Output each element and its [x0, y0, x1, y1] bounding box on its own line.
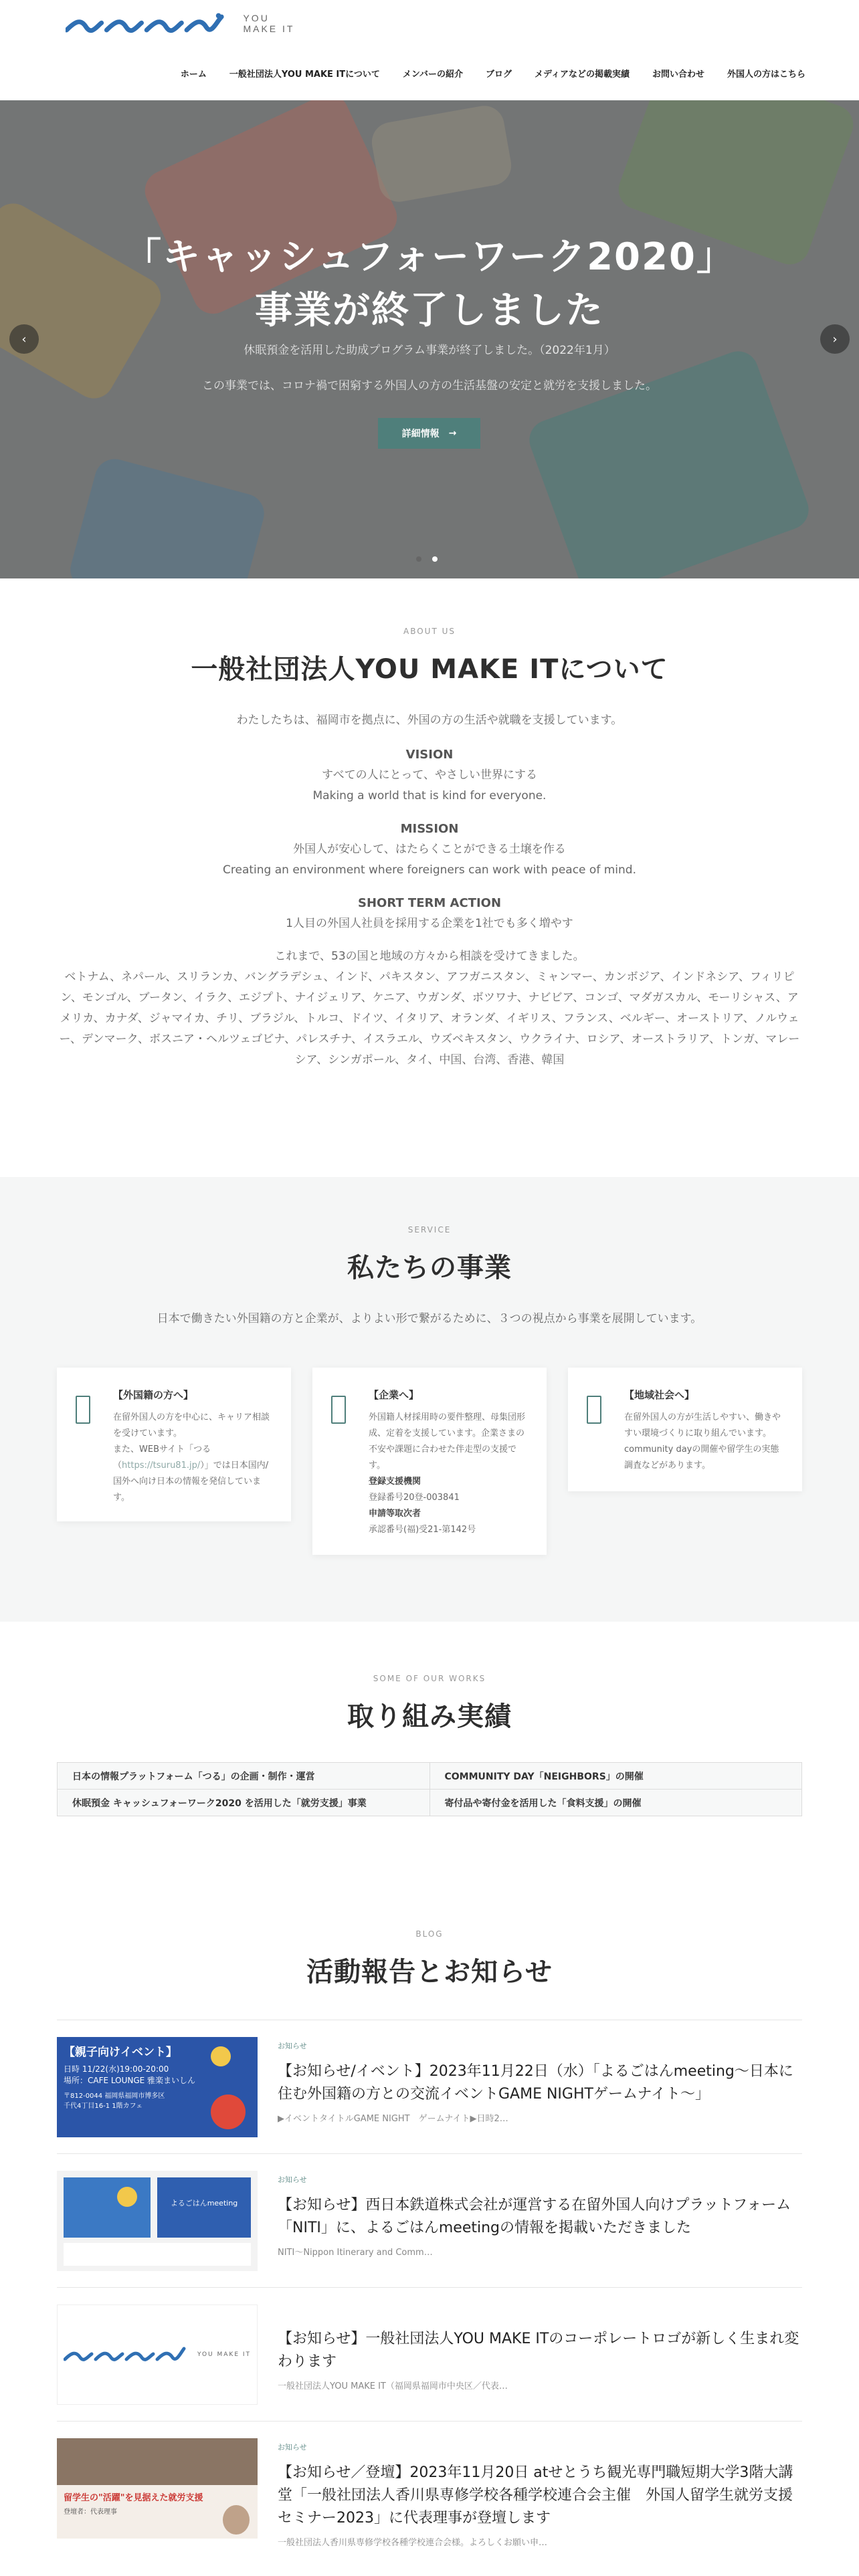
card-body: ）」では日本国内/国外へ向け日本の情報を発信しています。 [113, 1461, 269, 1503]
vision-heading: VISION [405, 748, 454, 762]
nav-item-home[interactable]: ホーム [180, 70, 207, 80]
post-thumbnail[interactable] [57, 2304, 258, 2405]
short-term-heading: SHORT TERM ACTION [357, 896, 502, 910]
post-thumbnail[interactable] [57, 2171, 258, 2271]
thumb-text: 日時 11/22(水)19:00-20:00 [64, 2064, 169, 2074]
post-category[interactable]: お知らせ [278, 2175, 307, 2184]
post-title[interactable]: 【お知らせ】一般社団法人YOU MAKE ITのコーポレートロゴが新しく生まれ変わります [278, 2331, 799, 2370]
countries-list: ベトナム、ネパール、スリランカ、バングラデシュ、インド、パキスタン、アフガニスタン、ミャンマー、カンボジア、インドネシア、フィリピン、モンゴル、ブータン、イラク、エジプト、ナイジェリア、ケニア、ウガンダ、ボツワナ、ナビビア、コンゴ、マダガスカル、モーリシャス、アメリカ、カナダ、ジャマイカ、チリ、ブラジル、トルコ、ドイツ、イタリア、オランダ、イギリス、フランス、ベルギー、オーストリア、ノルウェー、デンマーク、ボスニア・ヘルツェゴビナ、パレスチナ、イスラエル、ウズベキスタン、ウクライナ、ロシア、オーストラリア、トンガ、マレーシア、シンガポール、タイ、中国、台湾、香港、韓国 [59, 970, 800, 1067]
thumb-title: 【親子向けイベント】 [64, 2046, 177, 2059]
works-item[interactable]: 寄付品や寄付金を活用した「食料支援」の開催 [430, 1790, 802, 1816]
hero-title-line1: 「キャッシュフォーワーク2020」 [124, 235, 735, 279]
tsuru-link[interactable]: https://tsuru81.jp/ [122, 1461, 201, 1471]
thumb-panel [64, 2177, 151, 2238]
details-button-label: 詳細情報 [401, 429, 440, 439]
vision-en: Making a world that is kind for everyone. [312, 789, 547, 802]
service-card-community [568, 1368, 802, 1491]
service-card-foreigners [57, 1368, 291, 1521]
hero-overlay [0, 100, 859, 578]
about-section [0, 578, 859, 1177]
thumb-photo [57, 2438, 258, 2485]
works-eyebrow: SOME OF OUR WORKS [373, 1674, 486, 1683]
card-title: 【地域社会へ】 [624, 1389, 695, 1401]
bookmark-icon [76, 1396, 90, 1424]
works-item[interactable]: 休眠預金 キャッシュフォーワーク2020 を活用した「就労支援」事業 [58, 1790, 430, 1816]
about-intro: わたしたちは、福岡市を拠点に、外国の方の生活や就職を支援しています。 [236, 714, 623, 727]
hero-title [0, 231, 859, 338]
bookmark-icon [587, 1396, 601, 1424]
slider-prev-button[interactable] [9, 324, 39, 354]
blog-post[interactable] [57, 2287, 802, 2421]
nav-item-foreigners[interactable]: 外国人の方はこちら [727, 70, 805, 80]
wave-logo-icon [64, 2345, 191, 2365]
thumb-logo-text: YOU MAKE IT [197, 2351, 252, 2358]
service-eyebrow: SERVICE [407, 1225, 452, 1235]
vision-ja: すべての人にとって、やさしい世界にする [322, 768, 537, 782]
speaker-photo [223, 2505, 250, 2535]
game-piece-icon [211, 2095, 246, 2129]
post-title[interactable]: 【お知らせ】西日本鉄道株式会社が運営する在留外国人向けプラットフォーム「NITI」に、よるごはんmeetingの情報を掲載いただきました [278, 2197, 791, 2236]
sun-icon [117, 2187, 137, 2207]
hero-description: この事業では、コロナ禍で困窮する外国人の方の生活基盤の安定と就労を支援しました。 [202, 379, 657, 393]
post-thumbnail[interactable] [57, 2037, 258, 2137]
mission-ja: 外国人が安心して、はたらくことができる土壌を作る [293, 843, 566, 856]
post-excerpt: 一般社団法人YOU MAKE IT（福岡県福岡市中央区／代表… [278, 2381, 508, 2391]
thumb-text: 〒812-0044 福岡県福岡市博多区 [64, 2092, 165, 2100]
arrow-right-icon: → [448, 428, 457, 439]
post-category[interactable]: お知らせ [278, 2042, 307, 2050]
works-item[interactable]: 日本の情報プラットフォーム「つる」の企画・制作・運営 [58, 1763, 430, 1790]
main-nav [181, 67, 805, 80]
blog-section [0, 1903, 859, 2576]
short-term-ja: 1人目の外国人社員を採用する企業を1社でも多く増やす [286, 917, 573, 930]
thumb-text: 場所：CAFE LOUNGE 雅楽まいしん [64, 2076, 196, 2085]
works-item[interactable]: COMMUNITY DAY「NEIGHBORS」の開催 [430, 1763, 802, 1790]
chevron-right-icon: › [832, 332, 838, 346]
bookmark-icon [331, 1396, 346, 1424]
table-row [58, 1790, 802, 1816]
mission-en: Creating an environment where foreigners can work with peace of mind. [223, 863, 636, 877]
blog-post[interactable] [57, 2020, 802, 2153]
slider-dots [416, 556, 438, 562]
wave-logo-icon [66, 8, 229, 39]
approval-number: 承認番号(福)受21-第142号 [369, 1525, 476, 1535]
service-title: 私たちの事業 [347, 1253, 512, 1283]
thumb-label: よるごはんmeeting [157, 2177, 251, 2238]
nav-item-contact[interactable]: お問い合わせ [652, 70, 704, 80]
thumb-text: 登壇者：代表理事 [64, 2508, 117, 2516]
table-row [58, 1763, 802, 1790]
works-title: 取り組み実績 [347, 1701, 512, 1732]
chevron-left-icon: ‹ [21, 332, 27, 346]
post-excerpt: 一般社団法人香川県専修学校各種学校連合会様。よろしくお願い申… [278, 2538, 548, 2548]
nav-item-blog[interactable]: ブログ [485, 70, 512, 80]
blog-eyebrow: BLOG [415, 1929, 444, 1939]
post-category[interactable]: お知らせ [278, 2443, 307, 2452]
sun-icon [211, 2046, 231, 2066]
post-thumbnail[interactable] [57, 2438, 258, 2539]
card-title: 【企業へ】 [369, 1389, 419, 1401]
post-excerpt: NITI〜Nippon Itinerary and Comm… [278, 2248, 433, 2258]
registered-support-heading: 登録支援機関 [369, 1477, 421, 1487]
thumb-text: 留学生の"活躍"を見据えた就労支援 [64, 2493, 203, 2503]
site-header [0, 0, 859, 100]
service-intro: 日本で働きたい外国籍の方と企業が、よりよい形で繋がるために、３つの視点から事業を展開しています。 [157, 1312, 702, 1325]
card-body: 在留外国人の方を中心に、キャリア相談を受けています。 [113, 1412, 270, 1438]
nav-item-about[interactable]: 一般社団法人YOU MAKE ITについて [229, 70, 380, 80]
card-body: 外国籍人材採用時の要件整理、母集団形成、定着を支援しています。企業さまの不安や課題に合わせた伴走型の支援です。 [369, 1412, 526, 1471]
card-title: 【外国籍の方へ】 [113, 1389, 194, 1401]
slider-dot-active[interactable] [432, 556, 438, 562]
post-title[interactable]: 【お知らせ/イベント】2023年11月22日（水）「よるごはんmeeting〜日本に住む外国籍の方との交流イベントGAME NIGHTゲームナイト〜」 [278, 2063, 793, 2103]
registered-number: 登録番号20登-003841 [369, 1493, 460, 1503]
card-body: また、WEBサイト「つる（ [113, 1444, 211, 1471]
hero-title-line2: 事業が終了しました [255, 289, 604, 332]
about-eyebrow: ABOUT US [403, 627, 456, 636]
nav-item-members[interactable]: メンバーの紹介 [402, 70, 463, 80]
application-agent-heading: 申請等取次者 [369, 1509, 421, 1519]
nav-item-media[interactable]: メディアなどの掲載実績 [535, 70, 630, 80]
service-card-companies [312, 1368, 547, 1555]
post-excerpt: ▶イベントタイトルGAME NIGHT ゲームナイト▶日時2… [278, 2114, 508, 2124]
hero-slider [0, 100, 859, 578]
thumb-panel [64, 2243, 251, 2266]
about-title: 一般社団法人YOU MAKE ITについて [191, 654, 668, 685]
works-table [57, 1762, 802, 1816]
logo[interactable] [66, 7, 306, 40]
thumb-text: 千代4丁目16-1 1階カフェ [64, 2103, 143, 2110]
works-section [0, 1622, 859, 1903]
blog-title: 活動報告とお知らせ [306, 1957, 553, 1988]
mission-heading: MISSION [400, 822, 459, 836]
post-title[interactable]: 【お知らせ／登壇】2023年11月20日 atせとうち観光専門職短期大学3階大講堂「一般社団法人香川県専修学校各種学校連合会主催 外国人留学生就労支援セミナー2023」に代表理事が登壇します [278, 2464, 793, 2527]
slider-dot[interactable] [416, 556, 421, 562]
blog-post[interactable] [57, 2153, 802, 2287]
hero-subtitle: 休眠預金を活用した助成プログラム事業が終了しました。（2022年1月） [244, 344, 615, 357]
details-button[interactable] [378, 418, 480, 449]
countries-lead: これまで、53の国と地域の方々から相談を受けてきました。 [274, 950, 585, 963]
logo-text: YOU MAKE IT [243, 13, 295, 34]
slider-next-button[interactable] [820, 324, 850, 354]
service-section [0, 1177, 859, 1622]
blog-post[interactable] [57, 2421, 802, 2576]
card-body: 在留外国人の方が生活しやすい、働きやすい環境づくりに取り組んでいます。community dayの開催や留学生の実態調査などがあります。 [624, 1412, 781, 1471]
